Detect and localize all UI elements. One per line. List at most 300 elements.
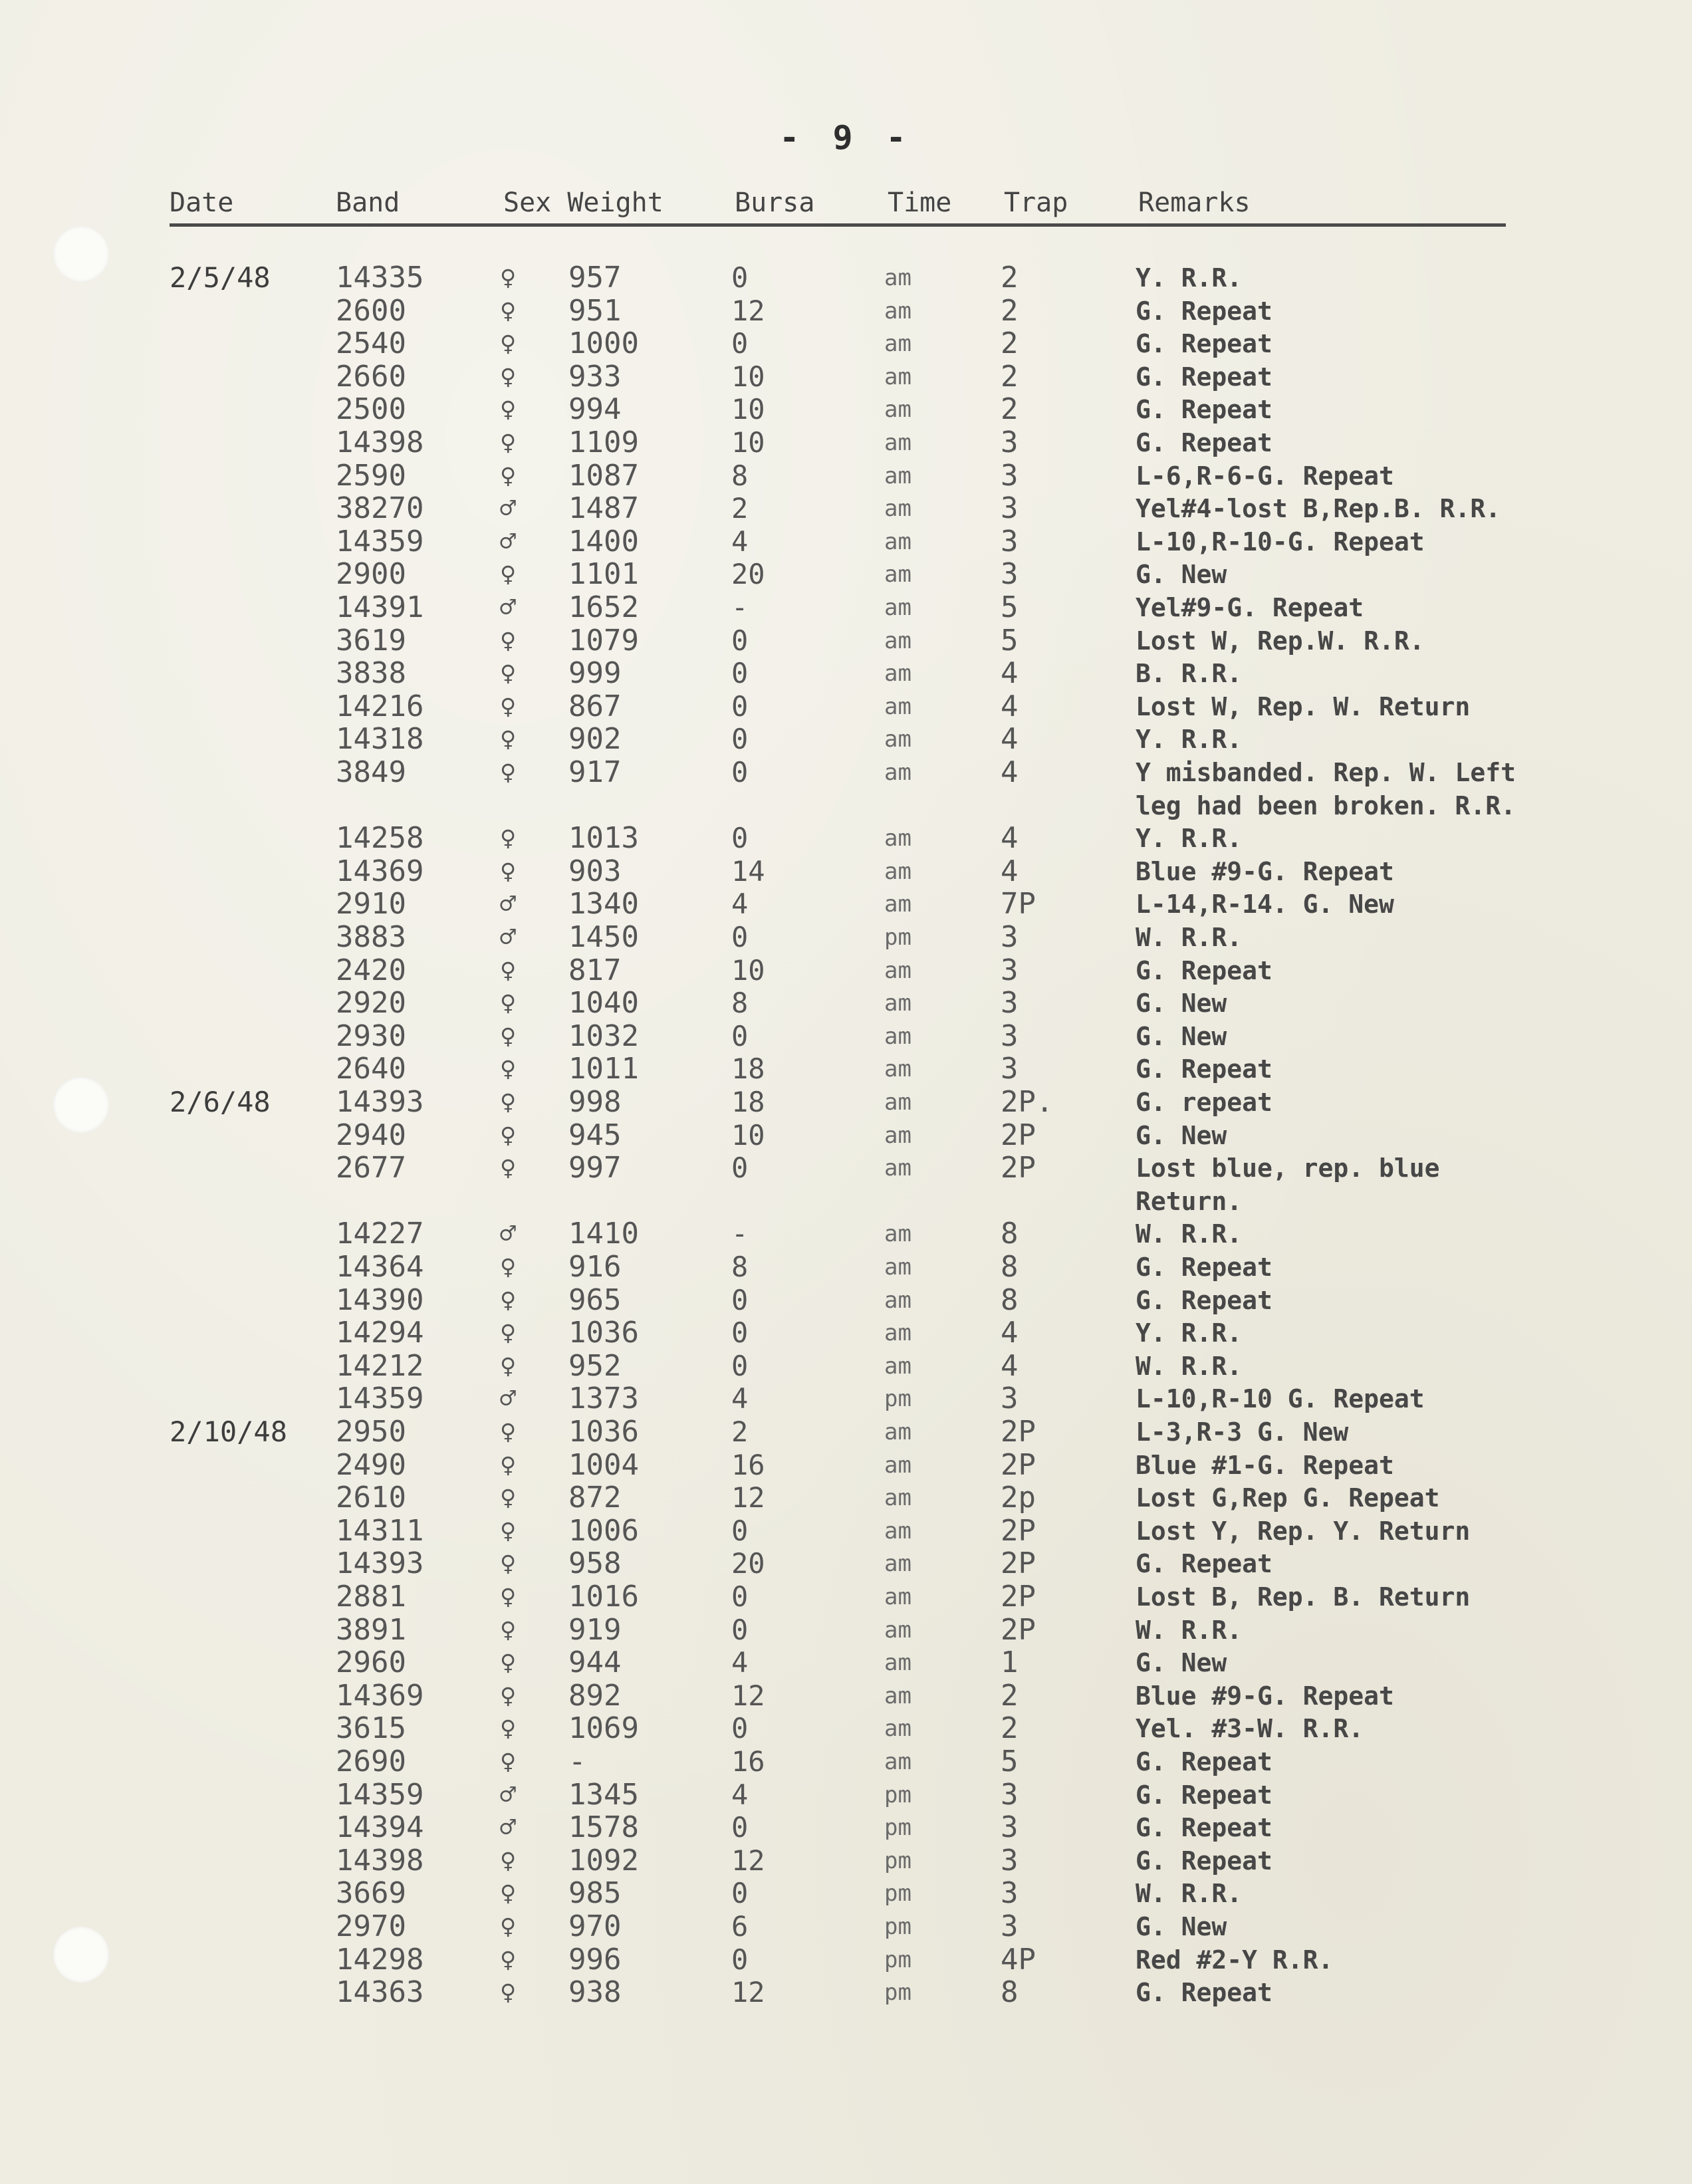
cell-weight: 917 xyxy=(568,755,622,789)
cell-time: am xyxy=(884,561,911,588)
cell-weight: 1109 xyxy=(568,425,639,459)
cell-remarks: L-6,R-6-G. Repeat xyxy=(1136,461,1394,491)
cell-sex: ♀ xyxy=(500,1087,517,1118)
cell-band: 2970 xyxy=(336,1909,406,1943)
cell-sex: ♀ xyxy=(500,1351,517,1382)
cell-band: 2500 xyxy=(336,392,406,426)
cell-trap: 2P xyxy=(1001,1448,1036,1482)
cell-sex: ♂ xyxy=(500,1384,517,1414)
cell-band: 14227 xyxy=(336,1217,424,1251)
cell-sex: ♀ xyxy=(500,427,517,458)
cell-bursa: 0 xyxy=(731,1811,749,1844)
cell-band: 2690 xyxy=(336,1745,406,1778)
cell-bursa: 0 xyxy=(731,624,749,657)
cell-trap: 3 xyxy=(1001,1052,1019,1086)
cell-sex: ♂ xyxy=(500,1812,517,1843)
cell-bursa: 4 xyxy=(731,1778,749,1811)
cell-bursa: 20 xyxy=(731,558,765,590)
cell-band: 2490 xyxy=(336,1448,406,1482)
cell-time: am xyxy=(884,1518,911,1544)
cell-time: am xyxy=(884,1485,911,1511)
cell-remarks: L-10,R-10 G. Repeat xyxy=(1136,1384,1425,1413)
cell-band: 3849 xyxy=(336,755,406,789)
cell-weight: 1006 xyxy=(568,1514,639,1548)
cell-sex: ♀ xyxy=(500,658,517,689)
header-trap: Trap xyxy=(1004,187,1068,218)
cell-time: am xyxy=(884,858,911,885)
cell-band: 14391 xyxy=(336,590,424,624)
cell-sex: ♀ xyxy=(500,1054,517,1084)
cell-date: 2/10/48 xyxy=(170,1415,288,1448)
cell-remarks: Y. R.R. xyxy=(1136,824,1243,853)
cell-trap: 4 xyxy=(1001,689,1019,723)
cell-sex: ♀ xyxy=(500,1120,517,1151)
cell-remarks: Lost G,Rep G. Repeat xyxy=(1136,1483,1440,1513)
cell-bursa: 10 xyxy=(731,954,765,987)
cell-bursa: 0 xyxy=(731,1020,749,1052)
cell-remarks: Y misbanded. Rep. W. Left xyxy=(1136,758,1516,787)
cell-time: am xyxy=(884,759,911,786)
cell-bursa: 0 xyxy=(731,261,749,294)
cell-bursa: 0 xyxy=(731,921,749,953)
cell-bursa: 10 xyxy=(731,360,765,393)
cell-sex: ♀ xyxy=(500,362,517,392)
cell-sex: ♀ xyxy=(500,1911,517,1942)
cell-remarks: W. R.R. xyxy=(1136,1879,1243,1908)
cell-band: 14393 xyxy=(336,1546,424,1580)
cell-band: 14335 xyxy=(336,261,424,295)
cell-trap: 7P xyxy=(1001,887,1036,921)
cell-remarks: G. Repeat xyxy=(1136,329,1272,358)
cell-weight: 958 xyxy=(568,1546,622,1580)
cell-weight: 1004 xyxy=(568,1448,639,1482)
cell-sex: ♀ xyxy=(500,1021,517,1052)
cell-weight: 903 xyxy=(568,854,622,888)
cell-trap: 3 xyxy=(1001,425,1019,459)
cell-band: 14311 xyxy=(336,1514,424,1548)
header-remarks: Remarks xyxy=(1138,187,1251,218)
cell-bursa: 18 xyxy=(731,1052,765,1085)
cell-bursa: 10 xyxy=(731,1119,765,1152)
cell-remarks: G. Repeat xyxy=(1136,1286,1272,1315)
cell-time: am xyxy=(884,1452,911,1479)
cell-trap: 3 xyxy=(1001,491,1019,525)
cell-time: pm xyxy=(884,1979,911,2006)
cell-trap: 3 xyxy=(1001,1382,1019,1415)
cell-time: am xyxy=(884,495,911,522)
header-rule xyxy=(170,223,1506,227)
cell-band: 14394 xyxy=(336,1810,424,1844)
cell-bursa: 4 xyxy=(731,1382,749,1415)
cell-weight: 945 xyxy=(568,1118,622,1152)
cell-weight: 1450 xyxy=(568,920,639,954)
cell-bursa: 0 xyxy=(731,822,749,854)
cell-sex: ♂ xyxy=(500,922,517,953)
cell-time: am xyxy=(884,1320,911,1346)
cell-trap: 4 xyxy=(1001,1316,1019,1350)
cell-weight: 1036 xyxy=(568,1415,639,1449)
cell-remarks: Blue #9-G. Repeat xyxy=(1136,1681,1394,1711)
cell-time: am xyxy=(884,1122,911,1149)
cell-weight: 1040 xyxy=(568,986,639,1020)
cell-band: 2881 xyxy=(336,1580,406,1614)
cell-time: am xyxy=(884,1649,911,1676)
cell-remarks: B. R.R. xyxy=(1136,659,1243,688)
cell-time: am xyxy=(884,594,911,621)
cell-remarks: G. New xyxy=(1136,989,1227,1018)
cell-bursa: - xyxy=(731,591,749,624)
cell-weight: 938 xyxy=(568,1975,622,2009)
cell-band: 3669 xyxy=(336,1876,406,1910)
cell-weight: 933 xyxy=(568,360,622,394)
cell-trap: 2p xyxy=(1001,1481,1036,1515)
cell-band: 14294 xyxy=(336,1316,424,1350)
cell-sex: ♀ xyxy=(500,263,517,293)
cell-remarks: Blue #1-G. Repeat xyxy=(1136,1451,1394,1480)
cell-sex: ♀ xyxy=(500,1285,517,1316)
cell-band: 2600 xyxy=(336,294,406,328)
cell-weight: 872 xyxy=(568,1481,622,1515)
cell-sex: ♀ xyxy=(500,328,517,359)
cell-time: am xyxy=(884,1056,911,1082)
cell-band: 14216 xyxy=(336,689,424,723)
cell-bursa: 0 xyxy=(731,1316,749,1349)
cell-time: am xyxy=(884,463,911,489)
header-date: Date xyxy=(170,187,234,218)
cell-remarks: L-10,R-10-G. Repeat xyxy=(1136,527,1425,556)
cell-time: am xyxy=(884,429,911,456)
cell-band: 2950 xyxy=(336,1415,406,1449)
cell-weight: 944 xyxy=(568,1645,622,1679)
cell-remarks: Y. R.R. xyxy=(1136,263,1243,293)
cell-band: 14359 xyxy=(336,525,424,558)
cell-trap: 2P xyxy=(1001,1613,1036,1647)
cell-bursa: 6 xyxy=(731,1910,749,1943)
cell-time: am xyxy=(884,891,911,917)
cell-date: 2/5/48 xyxy=(170,261,271,294)
cell-remarks: W. R.R. xyxy=(1136,1352,1243,1381)
cell-remarks: Yel#9-G. Repeat xyxy=(1136,593,1364,622)
cell-sex: ♀ xyxy=(500,1647,517,1678)
cell-remarks: G. Repeat xyxy=(1136,1780,1272,1810)
cell-weight: 1400 xyxy=(568,525,639,558)
cell-trap: 2 xyxy=(1001,392,1019,426)
cell-remarks: W. R.R. xyxy=(1136,1219,1243,1249)
cell-sex: ♀ xyxy=(500,1417,517,1447)
cell-weight: 1410 xyxy=(568,1217,639,1251)
cell-weight: 957 xyxy=(568,261,622,295)
cell-trap: 3 xyxy=(1001,1810,1019,1844)
cell-bursa: 8 xyxy=(731,1251,749,1283)
cell-band: 14363 xyxy=(336,1975,424,2009)
header-band: Band xyxy=(336,187,400,218)
cell-weight: 1069 xyxy=(568,1711,639,1745)
cell-trap: 3 xyxy=(1001,557,1019,591)
cell-remarks: Y. R.R. xyxy=(1136,725,1243,754)
cell-weight: 1340 xyxy=(568,887,639,921)
cell-sex: ♀ xyxy=(500,988,517,1019)
cell-sex: ♀ xyxy=(500,1878,517,1909)
cell-trap: 4P xyxy=(1001,1943,1036,1977)
cell-remarks: G. repeat xyxy=(1136,1088,1272,1117)
cell-bursa: 8 xyxy=(731,459,749,492)
cell-trap: 3 xyxy=(1001,459,1019,493)
cell-weight: 1011 xyxy=(568,1052,639,1086)
cell-sex: ♀ xyxy=(500,1977,517,2008)
cell-trap: 5 xyxy=(1001,590,1019,624)
cell-band: 14369 xyxy=(336,854,424,888)
cell-trap: 3 xyxy=(1001,1876,1019,1910)
cell-sex: ♀ xyxy=(500,1483,517,1513)
cell-band: 3891 xyxy=(336,1613,406,1647)
cell-bursa: 0 xyxy=(731,1350,749,1382)
cell-bursa: 2 xyxy=(731,1415,749,1448)
cell-time: am xyxy=(884,1023,911,1050)
cell-trap: 5 xyxy=(1001,624,1019,658)
cell-sex: ♀ xyxy=(500,1450,517,1481)
cell-trap: 2P. xyxy=(1001,1085,1054,1119)
cell-trap: 3 xyxy=(1001,986,1019,1020)
cell-bursa: 0 xyxy=(731,690,749,723)
cell-bursa: 12 xyxy=(731,1679,765,1712)
cell-band: 2910 xyxy=(336,887,406,921)
cell-time: am xyxy=(884,1683,911,1709)
cell-trap: 3 xyxy=(1001,525,1019,558)
cell-remarks: G. Repeat xyxy=(1136,362,1272,392)
cell-time: am xyxy=(884,1617,911,1643)
cell-weight: 867 xyxy=(568,689,622,723)
cell-weight: 916 xyxy=(568,1250,622,1284)
cell-bursa: 20 xyxy=(731,1547,765,1580)
cell-time: am xyxy=(884,1419,911,1445)
cell-trap: 8 xyxy=(1001,1217,1019,1251)
cell-remarks: G. Repeat xyxy=(1136,1747,1272,1776)
cell-time: am xyxy=(884,1221,911,1247)
cell-trap: 2P xyxy=(1001,1151,1036,1185)
cell-sex: ♀ xyxy=(500,691,517,722)
cell-sex: ♀ xyxy=(500,1945,517,1975)
cell-sex: ♀ xyxy=(500,757,517,788)
cell-weight: 998 xyxy=(568,1085,622,1119)
cell-sex: ♂ xyxy=(500,1219,517,1249)
cell-trap: 3 xyxy=(1001,953,1019,987)
cell-trap: 2P xyxy=(1001,1415,1036,1449)
cell-trap: 4 xyxy=(1001,755,1019,789)
cell-trap: 2 xyxy=(1001,326,1019,360)
cell-trap: 8 xyxy=(1001,1975,1019,2009)
cell-weight: 1487 xyxy=(568,491,639,525)
cell-bursa: 0 xyxy=(731,723,749,755)
cell-weight: 919 xyxy=(568,1613,622,1647)
cell-sex: ♀ xyxy=(500,626,517,656)
cell-trap: 8 xyxy=(1001,1283,1019,1317)
cell-time: am xyxy=(884,529,911,555)
cell-bursa: 10 xyxy=(731,393,765,425)
cell-remarks: Blue #9-G. Repeat xyxy=(1136,857,1394,886)
cell-remarks: G. Repeat xyxy=(1136,395,1272,424)
cell-time: am xyxy=(884,1089,911,1116)
cell-weight: 994 xyxy=(568,392,622,426)
cell-weight: 996 xyxy=(568,1943,622,1977)
cell-time: am xyxy=(884,1550,911,1577)
cell-time: am xyxy=(884,825,911,852)
cell-bursa: 0 xyxy=(731,1580,749,1613)
header-sex-weight: Sex Weight xyxy=(503,187,664,218)
cell-sex: ♀ xyxy=(500,1318,517,1348)
header-time: Time xyxy=(888,187,952,218)
cell-sex: ♀ xyxy=(500,1582,517,1612)
cell-time: am xyxy=(884,265,911,291)
cell-remarks: Return. xyxy=(1136,1187,1243,1216)
cell-remarks: Lost blue, rep. blue xyxy=(1136,1153,1440,1183)
cell-remarks: G. Repeat xyxy=(1136,1054,1272,1084)
cell-trap: 1 xyxy=(1001,1645,1019,1679)
cell-trap: 2 xyxy=(1001,294,1019,328)
cell-weight: 902 xyxy=(568,722,622,756)
cell-band: 14258 xyxy=(336,821,424,855)
cell-band: 14298 xyxy=(336,1943,424,1977)
cell-bursa: 10 xyxy=(731,426,765,459)
cell-sex: ♀ xyxy=(500,394,517,425)
cell-band: 14359 xyxy=(336,1778,424,1812)
cell-remarks: G. New xyxy=(1136,1022,1227,1051)
cell-weight: 1032 xyxy=(568,1019,639,1053)
cell-trap: 3 xyxy=(1001,1778,1019,1812)
cell-sex: ♀ xyxy=(500,823,517,854)
cell-trap: 4 xyxy=(1001,722,1019,756)
cell-remarks: Lost W, Rep. W. Return xyxy=(1136,692,1471,721)
cell-weight: 1101 xyxy=(568,557,639,591)
cell-remarks: leg had been broken. R.R. xyxy=(1136,791,1516,820)
cell-time: am xyxy=(884,628,911,654)
cell-band: 2960 xyxy=(336,1645,406,1679)
cell-weight: 1087 xyxy=(568,459,639,493)
cell-band: 14318 xyxy=(336,722,424,756)
cell-bursa: 14 xyxy=(731,855,765,888)
cell-band: 2930 xyxy=(336,1019,406,1053)
cell-remarks: G. Repeat xyxy=(1136,1846,1272,1876)
cell-bursa: 0 xyxy=(731,1943,749,1976)
cell-weight: - xyxy=(568,1745,586,1778)
cell-sex: ♂ xyxy=(500,889,517,919)
cell-weight: 1079 xyxy=(568,624,639,658)
cell-trap: 4 xyxy=(1001,656,1019,690)
cell-bursa: 0 xyxy=(731,1712,749,1745)
cell-trap: 3 xyxy=(1001,1019,1019,1053)
cell-bursa: 2 xyxy=(731,492,749,525)
cell-sex: ♀ xyxy=(500,1516,517,1546)
cell-sex: ♀ xyxy=(500,1681,517,1711)
cell-weight: 817 xyxy=(568,953,622,987)
cell-sex: ♀ xyxy=(500,1153,517,1183)
cell-weight: 1000 xyxy=(568,326,639,360)
cell-band: 2660 xyxy=(336,360,406,394)
cell-sex: ♀ xyxy=(500,296,517,326)
header-bursa: Bursa xyxy=(735,187,815,218)
cell-band: 14369 xyxy=(336,1679,424,1713)
cell-trap: 4 xyxy=(1001,821,1019,855)
cell-band: 14212 xyxy=(336,1349,424,1383)
cell-time: am xyxy=(884,957,911,984)
cell-band: 2590 xyxy=(336,459,406,493)
cell-bursa: 18 xyxy=(731,1086,765,1118)
cell-bursa: 0 xyxy=(731,1877,749,1909)
cell-band: 14398 xyxy=(336,1844,424,1878)
cell-band: 14390 xyxy=(336,1283,424,1317)
cell-weight: 1092 xyxy=(568,1844,639,1878)
cell-sex: ♀ xyxy=(500,1615,517,1645)
cell-remarks: G. Repeat xyxy=(1136,428,1272,457)
cell-trap: 4 xyxy=(1001,1349,1019,1383)
cell-bursa: 16 xyxy=(731,1449,765,1481)
cell-trap: 2 xyxy=(1001,261,1019,295)
cell-remarks: W. R.R. xyxy=(1136,923,1243,952)
cell-bursa: 8 xyxy=(731,987,749,1019)
punch-hole-middle xyxy=(53,1077,109,1133)
cell-time: am xyxy=(884,396,911,423)
cell-band: 2900 xyxy=(336,557,406,591)
cell-band: 38270 xyxy=(336,491,424,525)
cell-time: am xyxy=(884,1584,911,1610)
cell-remarks: Lost B, Rep. B. Return xyxy=(1136,1582,1471,1612)
cell-weight: 965 xyxy=(568,1283,622,1317)
cell-time: am xyxy=(884,1155,911,1181)
cell-bursa: 12 xyxy=(731,1481,765,1514)
cell-trap: 2P xyxy=(1001,1118,1036,1152)
punch-hole-top xyxy=(53,226,109,282)
cell-sex: ♂ xyxy=(500,493,517,524)
cell-trap: 5 xyxy=(1001,1745,1019,1778)
cell-sex: ♀ xyxy=(500,461,517,491)
cell-time: am xyxy=(884,1749,911,1775)
cell-bursa: 4 xyxy=(731,888,749,920)
cell-remarks: L-3,R-3 G. New xyxy=(1136,1417,1349,1447)
cell-weight: 997 xyxy=(568,1151,622,1185)
cell-band: 14393 xyxy=(336,1085,424,1119)
cell-remarks: Yel. #3-W. R.R. xyxy=(1136,1714,1364,1743)
cell-time: pm xyxy=(884,1782,911,1808)
cell-sex: ♂ xyxy=(500,592,517,623)
cell-weight: 1373 xyxy=(568,1382,639,1415)
cell-weight: 952 xyxy=(568,1349,622,1383)
cell-remarks: G. Repeat xyxy=(1136,1253,1272,1282)
cell-date: 2/6/48 xyxy=(170,1086,271,1118)
cell-bursa: 0 xyxy=(731,327,749,360)
cell-time: pm xyxy=(884,1386,911,1412)
cell-sex: ♀ xyxy=(500,1713,517,1744)
cell-time: pm xyxy=(884,924,911,951)
cell-bursa: 12 xyxy=(731,1844,765,1877)
cell-sex: ♀ xyxy=(500,559,517,590)
cell-trap: 2P xyxy=(1001,1546,1036,1580)
cell-bursa: 0 xyxy=(731,1614,749,1646)
cell-band: 2610 xyxy=(336,1481,406,1515)
cell-bursa: - xyxy=(731,1217,749,1250)
cell-weight: 999 xyxy=(568,656,622,690)
cell-weight: 1652 xyxy=(568,590,639,624)
cell-trap: 2 xyxy=(1001,1679,1019,1713)
cell-time: am xyxy=(884,1254,911,1280)
cell-trap: 2P xyxy=(1001,1580,1036,1614)
cell-weight: 1578 xyxy=(568,1810,639,1844)
cell-trap: 3 xyxy=(1001,920,1019,954)
cell-band: 3619 xyxy=(336,624,406,658)
cell-band: 3883 xyxy=(336,920,406,954)
cell-weight: 1345 xyxy=(568,1778,639,1812)
cell-bursa: 0 xyxy=(731,1515,749,1547)
cell-trap: 2P xyxy=(1001,1514,1036,1548)
cell-sex: ♀ xyxy=(500,724,517,755)
